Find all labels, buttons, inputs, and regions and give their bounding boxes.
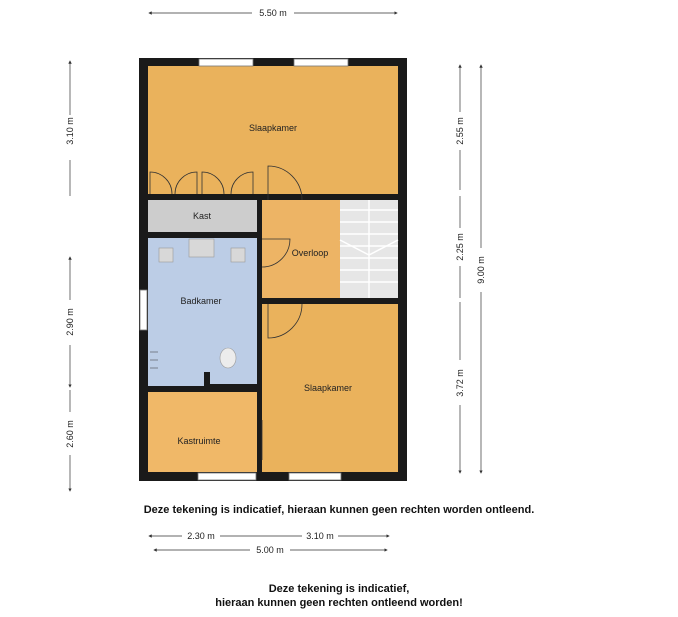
bath-tile-icon: [231, 248, 245, 262]
label-slaapkamer-top: Slaapkamer: [248, 123, 298, 133]
dim-bottom-left: 2.30 m: [187, 531, 215, 541]
label-kastruimte: Kastruimte: [177, 436, 221, 446]
dim-right-top: 2.55 m: [455, 117, 465, 145]
dim-left-middle: 2.90 m: [65, 308, 75, 336]
dim-right-bottom: 3.72 m: [455, 369, 465, 397]
dim-left-bottom: 2.60 m: [65, 420, 75, 448]
label-kast: Kast: [192, 211, 212, 221]
dim-left-top: 3.10 m: [65, 117, 75, 145]
bath-wall-notch-inner: [210, 372, 257, 384]
label-slaapkamer-bottom: Slaapkamer: [303, 383, 353, 393]
dim-bottom-total: 5.00 m: [256, 545, 284, 555]
dim-right-total: 9.00 m: [476, 256, 486, 284]
label-badkamer: Badkamer: [180, 296, 222, 306]
disclaimer-line: Deze tekening is indicatief, hieraan kunnen geen rechten worden ontleend.: [143, 504, 535, 516]
dim-right-middle: 2.25 m: [455, 233, 465, 261]
disclaimer-bottom-line2: hieraan kunnen geen rechten ontleend worden!: [215, 597, 463, 609]
disclaimer-bottom-line1: Deze tekening is indicatief,: [268, 583, 410, 595]
dim-top-width: 5.50 m: [259, 8, 287, 18]
label-overloop: Overloop: [291, 248, 329, 258]
bath-tile-icon: [159, 248, 173, 262]
dim-bottom-right: 3.10 m: [306, 531, 334, 541]
toilet-icon: [220, 348, 236, 368]
room-kastruimte: [148, 392, 257, 472]
sink-icon: [189, 239, 214, 257]
disclaimer-bottom: [0, 582, 678, 610]
